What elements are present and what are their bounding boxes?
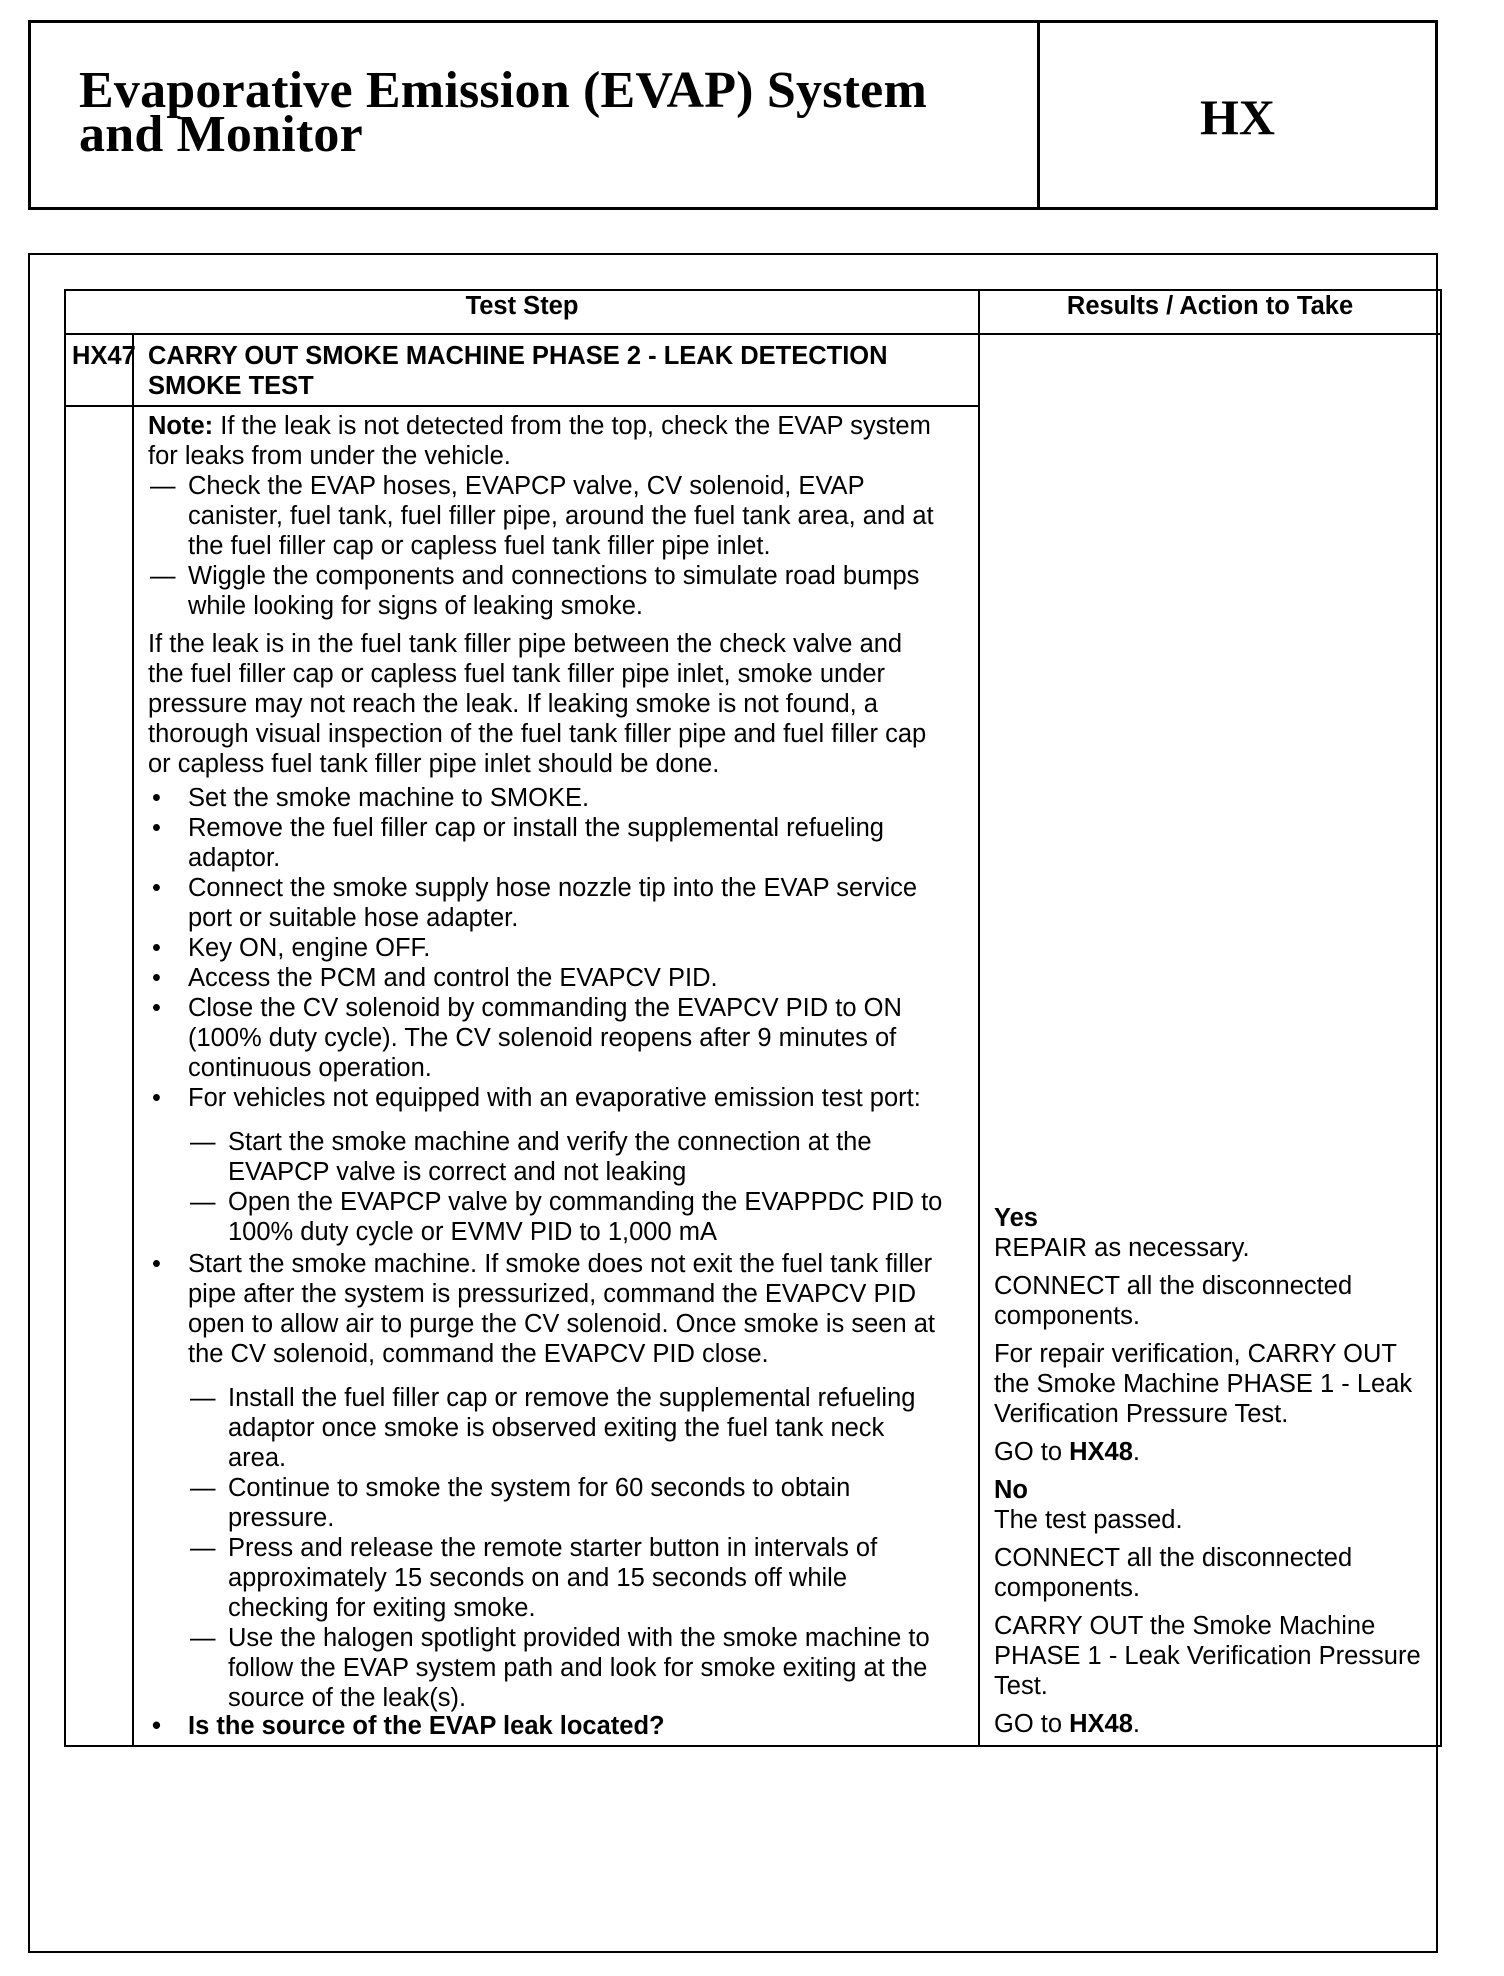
result-yes-line: CONNECT all the disconnected components. — [994, 1272, 1353, 1330]
section-code: HX — [1200, 89, 1275, 145]
note-list — [148, 471, 944, 621]
note-text: If the leak is not detected from the top, check the EVAP system for leaks from under the vehicle. — [148, 412, 931, 470]
goto-prefix: GO to — [994, 1710, 1070, 1738]
result-yes-goto — [994, 1437, 1436, 1467]
sub-procedure-list — [188, 1383, 944, 1713]
step-title: CARRY OUT SMOKE MACHINE PHASE 2 - LEAK DETECTION SMOKE TEST — [133, 334, 979, 406]
list-item: • Access the PCM and control the EVAPCV PID. — [148, 963, 944, 993]
goto-suffix: . — [1132, 1710, 1141, 1738]
body-paragraph: If the leak is in the fuel tank filler pipe between the check valve and the fuel filler cap or capless fuel tank filler pipe inlet, smoke under pressure may not reach the leak. If leaking smoke is not found, a thorough visual inspection of the fuel tank filler pipe and fuel filler cap or capless fuel tank filler pipe inlet should be done. — [148, 630, 927, 778]
list-item: • Close the CV solenoid by commanding the EVAPCV PID to ON (100% duty cycle). The CV solenoid reopens after 9 minutes of continuous operation. — [148, 993, 944, 1083]
step-id-spacer — [65, 406, 133, 1746]
column-header-test-step: Test Step — [65, 290, 979, 334]
list-item: — Install the fuel filler cap or remove the supplemental refueling adaptor once smoke is observed exiting the fuel tank neck area. — [188, 1383, 944, 1473]
page-title-line-2: and Monitor — [79, 106, 363, 163]
procedure-list — [148, 783, 944, 1113]
goto-suffix: . — [1132, 1438, 1141, 1466]
list-item: — Start the smoke machine and verify the connection at the EVAPCP valve is correct and not leaking — [188, 1127, 944, 1187]
result-yes-label: Yes — [994, 1204, 1038, 1232]
step-body — [133, 406, 979, 1746]
list-item: — Check the EVAP hoses, EVAPCP valve, CV solenoid, EVAP canister, fuel tank, fuel filler pipe, around the fuel tank area, and at the fuel filler cap or capless fuel tank filler pipe inlet. — [148, 471, 944, 561]
result-no-goto — [994, 1709, 1436, 1739]
result-no-line: CONNECT all the disconnected components. — [994, 1544, 1353, 1602]
step-question: • Is the source of the EVAP leak located? — [148, 1711, 944, 1741]
result-yes-line: For repair verification, CARRY OUT the Smoke Machine PHASE 1 - Leak Verification Pressure Test. — [994, 1340, 1413, 1428]
step-id: HX47 — [65, 334, 133, 406]
goto-prefix: GO to — [994, 1438, 1070, 1466]
result-no-label: No — [994, 1476, 1029, 1504]
list-item: — Wiggle the components and connections to simulate road bumps while looking for signs of leaking smoke. — [148, 561, 944, 621]
list-item: — Press and release the remote starter button in intervals of approximately 15 seconds on and 15 seconds off while checking for exiting smoke. — [188, 1533, 944, 1623]
question-list — [148, 1711, 944, 1741]
page-title — [31, 23, 1040, 207]
procedure-list — [148, 1249, 944, 1369]
step-title-row — [65, 334, 1441, 406]
list-item: — Use the halogen spotlight provided with the smoke machine to follow the EVAP system path and look for smoke exiting at the source of the leak(s). — [188, 1623, 944, 1713]
result-no-line: The test passed. — [994, 1506, 1183, 1534]
list-item: • Remove the fuel filler cap or install the supplemental refueling adaptor. — [148, 813, 944, 873]
sub-procedure-list — [188, 1127, 944, 1247]
result-no-line: CARRY OUT the Smoke Machine PHASE 1 - Leak Verification Pressure Test. — [994, 1612, 1421, 1700]
page-header — [28, 20, 1438, 210]
list-item: • Set the smoke machine to SMOKE. — [148, 783, 944, 813]
goto-target-link[interactable]: HX48 — [1069, 1710, 1133, 1738]
test-step-table — [64, 289, 1442, 1747]
goto-target-link[interactable]: HX48 — [1069, 1438, 1133, 1466]
list-item: • For vehicles not equipped with an evaporative emission test port: — [148, 1083, 944, 1113]
result-yes-line: REPAIR as necessary. — [994, 1234, 1250, 1262]
list-item: • Key ON, engine OFF. — [148, 933, 944, 963]
note — [148, 411, 944, 471]
results-cell — [979, 334, 1441, 1746]
table-header-row — [65, 290, 1441, 334]
list-item: — Open the EVAPCP valve by commanding the EVAPPDC PID to 100% duty cycle or EVMV PID to 1,000 mA — [188, 1187, 944, 1247]
note-label: Note: — [148, 412, 214, 440]
list-item: — Continue to smoke the system for 60 seconds to obtain pressure. — [188, 1473, 944, 1533]
column-header-results: Results / Action to Take — [979, 290, 1441, 334]
page-title-line-1: Evaporative Emission (EVAP) System — [79, 62, 927, 119]
results-content — [994, 1203, 1436, 1739]
list-item: • Start the smoke machine. If smoke does not exit the fuel tank filler pipe after the system is pressurized, command the EVAPCV PID open to allow air to purge the CV solenoid. Once smoke is seen at the CV solenoid, command the EVAPCV PID close. — [148, 1249, 944, 1369]
list-item: • Connect the smoke supply hose nozzle tip into the EVAP service port or suitable hose adapter. — [148, 873, 944, 933]
